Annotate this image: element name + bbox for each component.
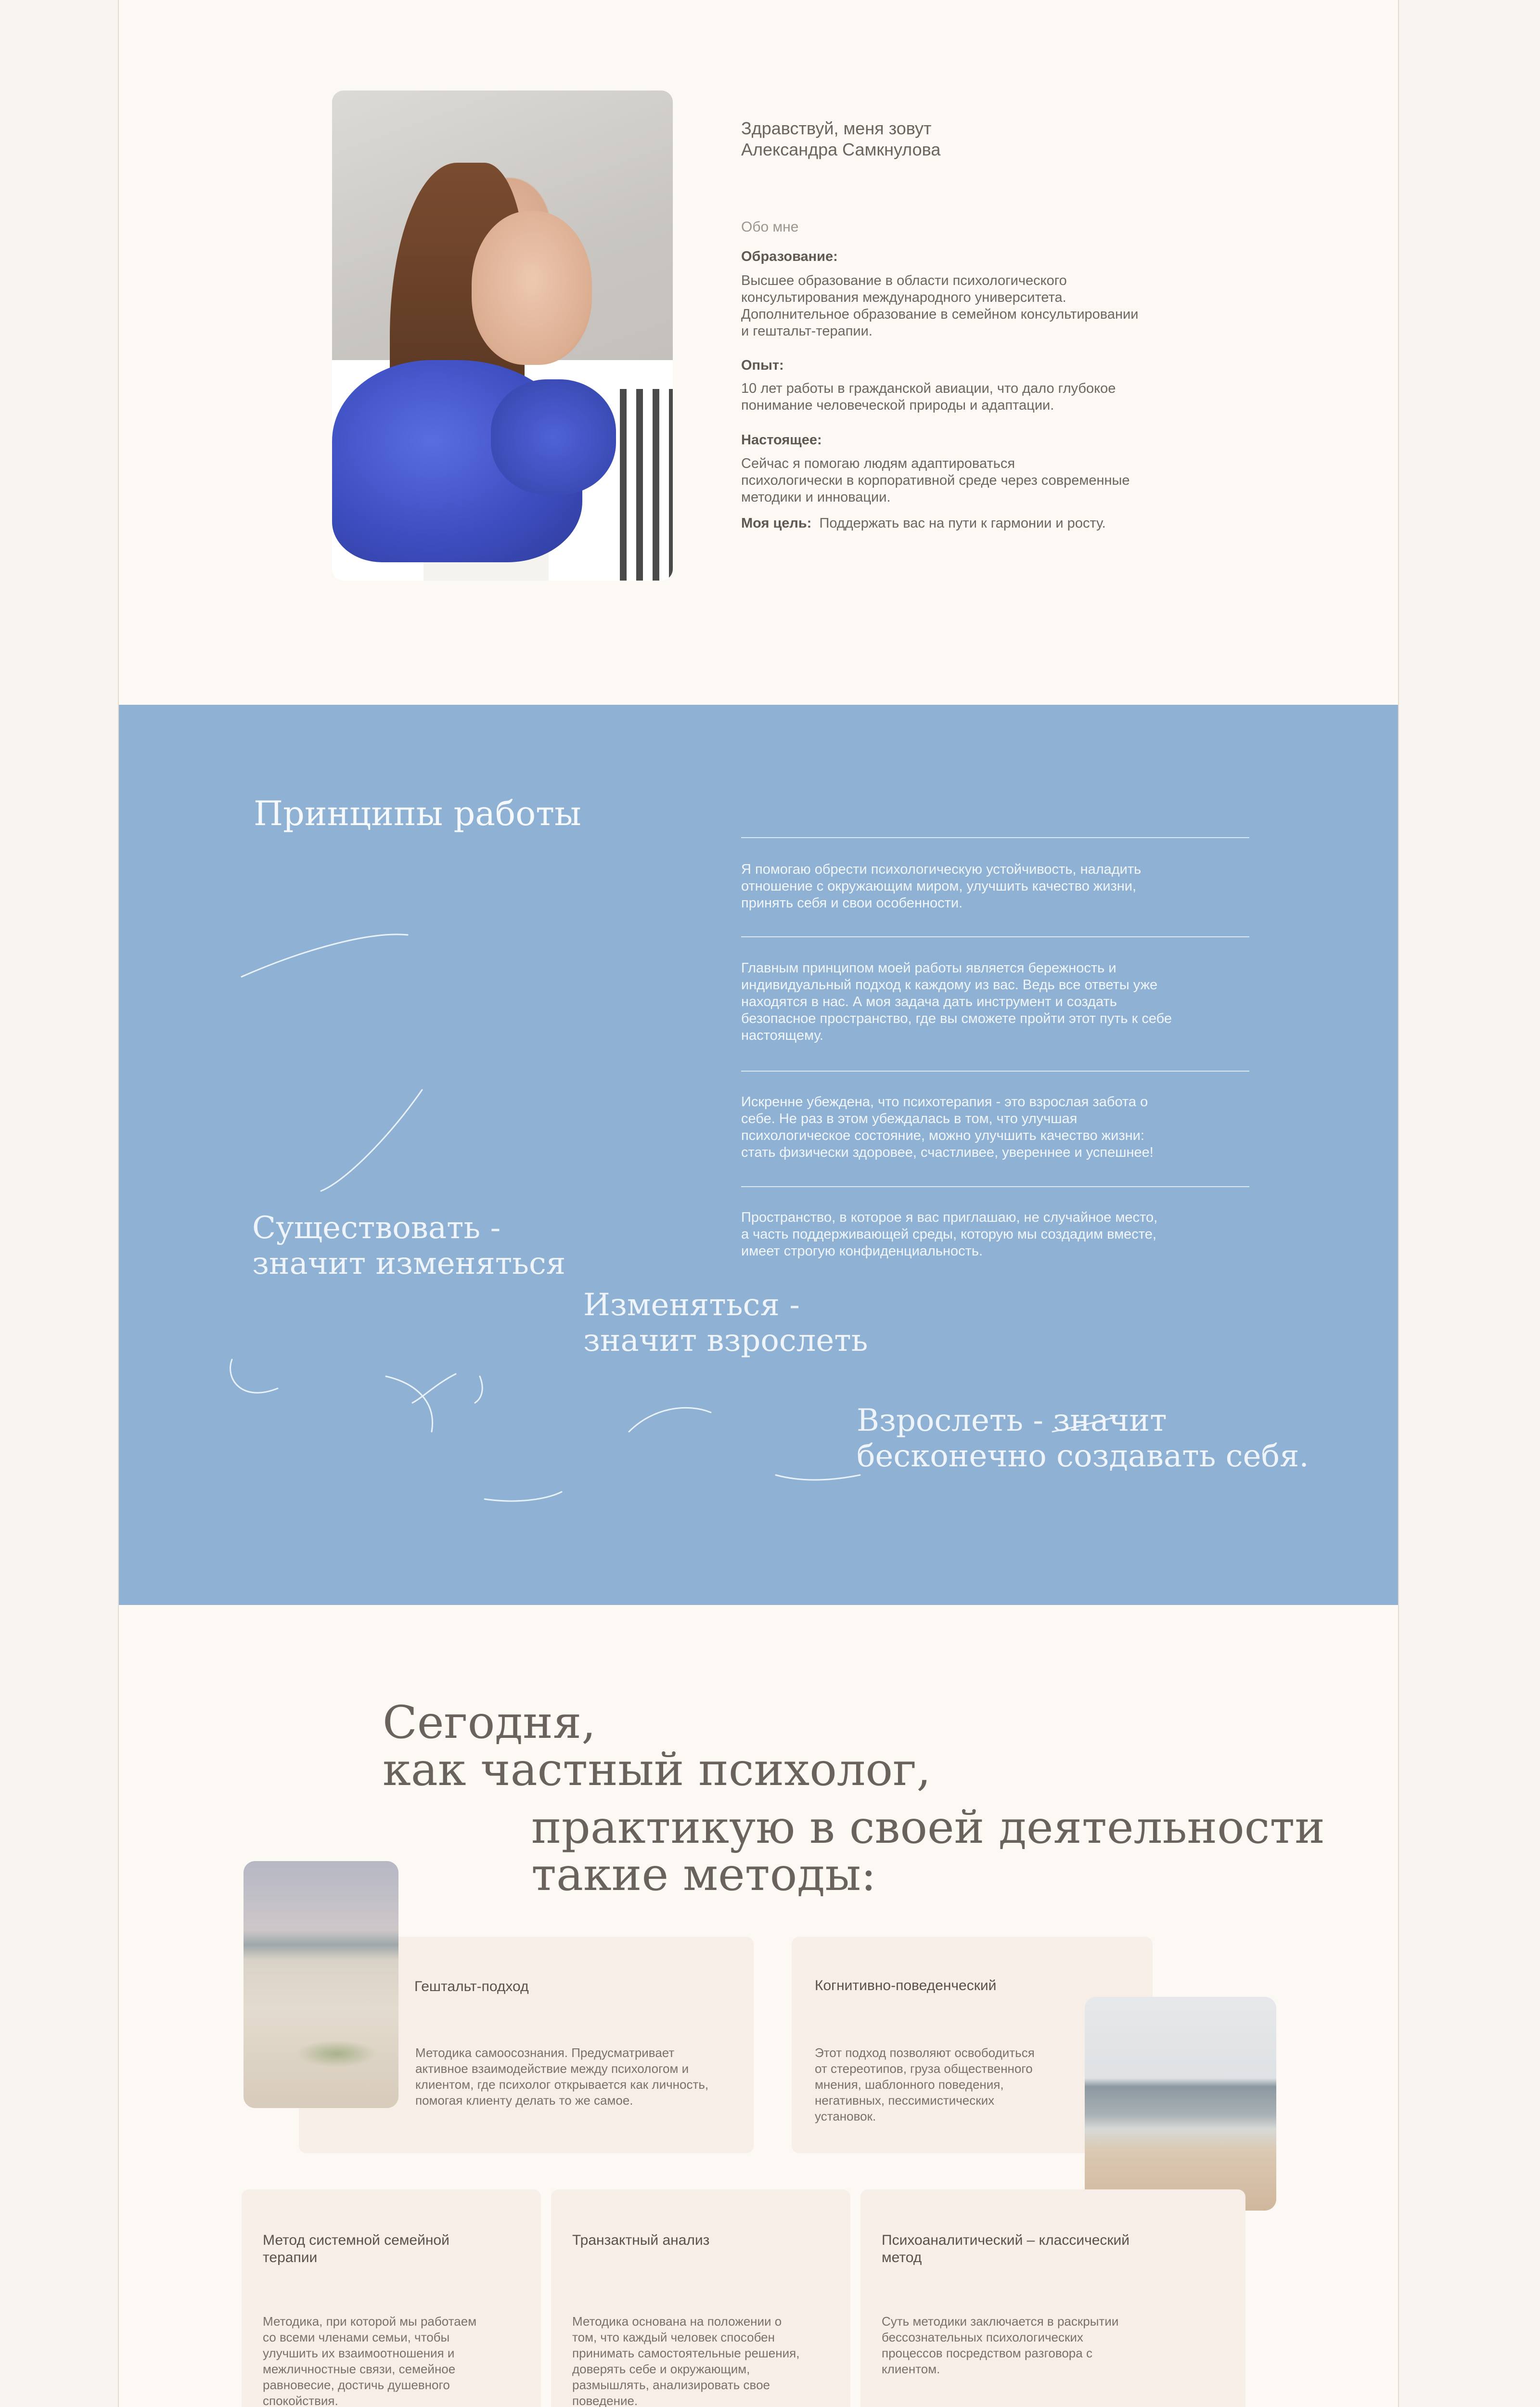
principle-line: индивидуальный подход к каждому из вас. Ведь все ответы уже [741,977,1158,993]
method-card-family [242,2189,541,2407]
methods-title-line: Сегодня, [383,1696,596,1749]
quote-line: значит взрослеть [583,1323,868,1359]
methods-title-line: такие методы: [531,1849,876,1901]
education-line: и гештальт-терапии. [741,324,873,339]
principle-line: а часть поддерживающей среды, которую мы создадим вместе, [741,1227,1156,1242]
card-text [415,2045,752,2109]
present-line: методики и инновации. [741,490,891,505]
principle-line: Главным принципом моей работы является бережность и [741,960,1116,976]
principle-text-3 [741,1094,1222,1161]
beach-dunes-photo [244,1861,398,2108]
card-title: Гештальт-подход [414,1979,529,1994]
card-text-line: доверять себе и окружающим, [572,2362,750,2376]
quote-line: Изменяться - [583,1287,800,1323]
methods-title-line: практикую в своей деятельности [531,1801,1325,1854]
education-line: консультирования международного университета. [741,290,1066,305]
card-text-line: клиентом. [882,2362,940,2376]
card-title-line: Психоаналитический – классический [882,2232,1130,2248]
card-text-line: том, что каждый человек способен [572,2330,775,2344]
card-text-line: Методика, при которой мы работаем [263,2314,477,2329]
method-card-psychoanalytic [860,2189,1245,2407]
card-text-line: межличностные связи, семейное [263,2362,456,2376]
card-title-line: метод [882,2250,922,2265]
card-text-line: поведение. [572,2394,638,2407]
experience-line: понимание человеческой природы и адаптации. [741,398,1054,413]
principle-line: Я помогаю обрести психологическую устойчивость, наладить [741,862,1142,877]
card-text [882,2314,1219,2377]
present-title: Настоящее: [741,432,822,448]
principle-line: Пространство, в которое я вас приглашаю, не случайное место, [741,1210,1158,1225]
education-text [741,272,1222,340]
methods-title-line: как частный психолог, [383,1744,931,1796]
about-label: Обо мне [741,219,799,235]
portrait-fence [620,389,673,581]
card-text-line: помогая клиенту делать то же самое. [415,2093,633,2108]
card-text-line: процессов посредством разговора с [882,2346,1092,2360]
card-text-line: мнения, шаблонного поведения, [815,2077,1004,2092]
principles-title: Принципы работы [254,794,581,833]
quote-line: бесконечно создавать себя. [857,1438,1309,1474]
divider [741,1186,1249,1187]
portrait-face [472,211,592,365]
quote-1 [252,1210,565,1281]
card-title-line: терапии [263,2250,318,2265]
education-line: Дополнительное образование в семейном консультировании [741,307,1139,322]
card-text-line: со всеми членами семьи, чтобы [263,2330,450,2344]
principle-line: Искренне убеждена, что психотерапия - это взрослая забота о [741,1094,1148,1110]
card-title-line: Метод системной семейной [263,2232,449,2248]
present-line: психологически в корпоративной среде через современные [741,473,1130,488]
principle-line: принять себя и свои особенности. [741,895,963,911]
card-text-line: Методика основана на положении о [572,2314,782,2329]
card-text-line: установок. [815,2109,876,2123]
beach-sea-photo [1085,1997,1276,2211]
quote-2 [583,1287,868,1359]
principle-line: имеет строгую конфиденциальность. [741,1243,983,1259]
quote-line: Существовать - [252,1210,501,1246]
divider [741,1071,1249,1072]
principle-line: настоящему. [741,1028,824,1043]
card-text [815,2045,1084,2124]
greeting-line: Здравствуй, меня зовут [741,118,932,138]
education-line: Высшее образование в области психологического [741,273,1067,288]
portrait-sweater-knot [491,379,616,495]
card-text-line: негативных, пессимистических [815,2093,995,2108]
principle-text-2 [741,960,1222,1044]
greeting-name: Александра Самкнулова [741,140,941,159]
experience-line: 10 лет работы в гражданской авиации, что дало глубокое [741,381,1116,396]
experience-text [741,380,1222,414]
goal-title: Моя цель: [741,516,812,531]
principle-line: безопасное пространство, где вы сможете пройти этот путь к себе [741,1011,1172,1026]
card-text-line: бессознательных психологических [882,2330,1083,2344]
present-text [741,455,1222,506]
card-title: Когнитивно-поведенческий [815,1978,997,1993]
method-card-transactional [551,2189,850,2407]
card-title [263,2232,449,2266]
card-title: Транзактный анализ [572,2232,710,2248]
present-line: Сейчас я помогаю людям адаптироваться [741,456,1015,471]
card-text-line: равновесие, достичь душевного [263,2378,450,2392]
principle-text-1 [741,861,1222,912]
card-text-line: принимать самостоятельные решения, [572,2346,800,2360]
principle-text-4 [741,1209,1222,1260]
quote-3 [857,1403,1309,1474]
experience-title: Опыт: [741,358,784,373]
card-text [263,2314,532,2407]
principle-line: психологическое состояние, можно улучшить качество жизни: [741,1128,1144,1143]
principle-line: стать физически здоровее, счастливее, увереннее и успешнее! [741,1145,1154,1160]
card-text-line: улучшить их взаимоотношения и [263,2346,455,2360]
methods-title-part2 [531,1801,1325,1901]
quote-line: Взрослеть - значит [857,1403,1167,1438]
card-title [882,2232,1129,2266]
divider [741,936,1249,937]
principle-line: отношение с окружающим миром, улучшить качество жизни, [741,879,1137,894]
portrait-photo [332,91,673,581]
card-text-line: Суть методики заключается в раскрытии [882,2314,1119,2329]
principles-section [119,705,1398,1605]
card-text-line: активное взаимодействие между психологом и [415,2061,689,2076]
education-title: Образование: [741,249,838,264]
card-text-line: спокойствия. [263,2394,338,2407]
methods-title-part1 [383,1696,931,1796]
divider [741,837,1249,838]
greeting [741,118,1126,160]
goal [741,515,1222,532]
card-text-line: Методика самоосознания. Предусматривает [415,2045,675,2060]
principle-line: себе. Не раз в этом убеждалась в том, что улучшая [741,1111,1078,1126]
card-text-line: клиентом, где психолог открывается как личность, [415,2077,709,2092]
quote-line: значит изменяться [252,1246,566,1281]
card-text [572,2314,842,2407]
card-text-line: от стереотипов, груза общественного [815,2061,1033,2076]
goal-text: Поддержать вас на пути к гармонии и росту. [819,516,1106,531]
principle-line: находятся в нас. А моя задача дать инструмент и создать [741,994,1117,1009]
card-text-line: Этот подход позволяют освободиться [815,2045,1035,2060]
card-text-line: размышлять, анализировать свое [572,2378,770,2392]
